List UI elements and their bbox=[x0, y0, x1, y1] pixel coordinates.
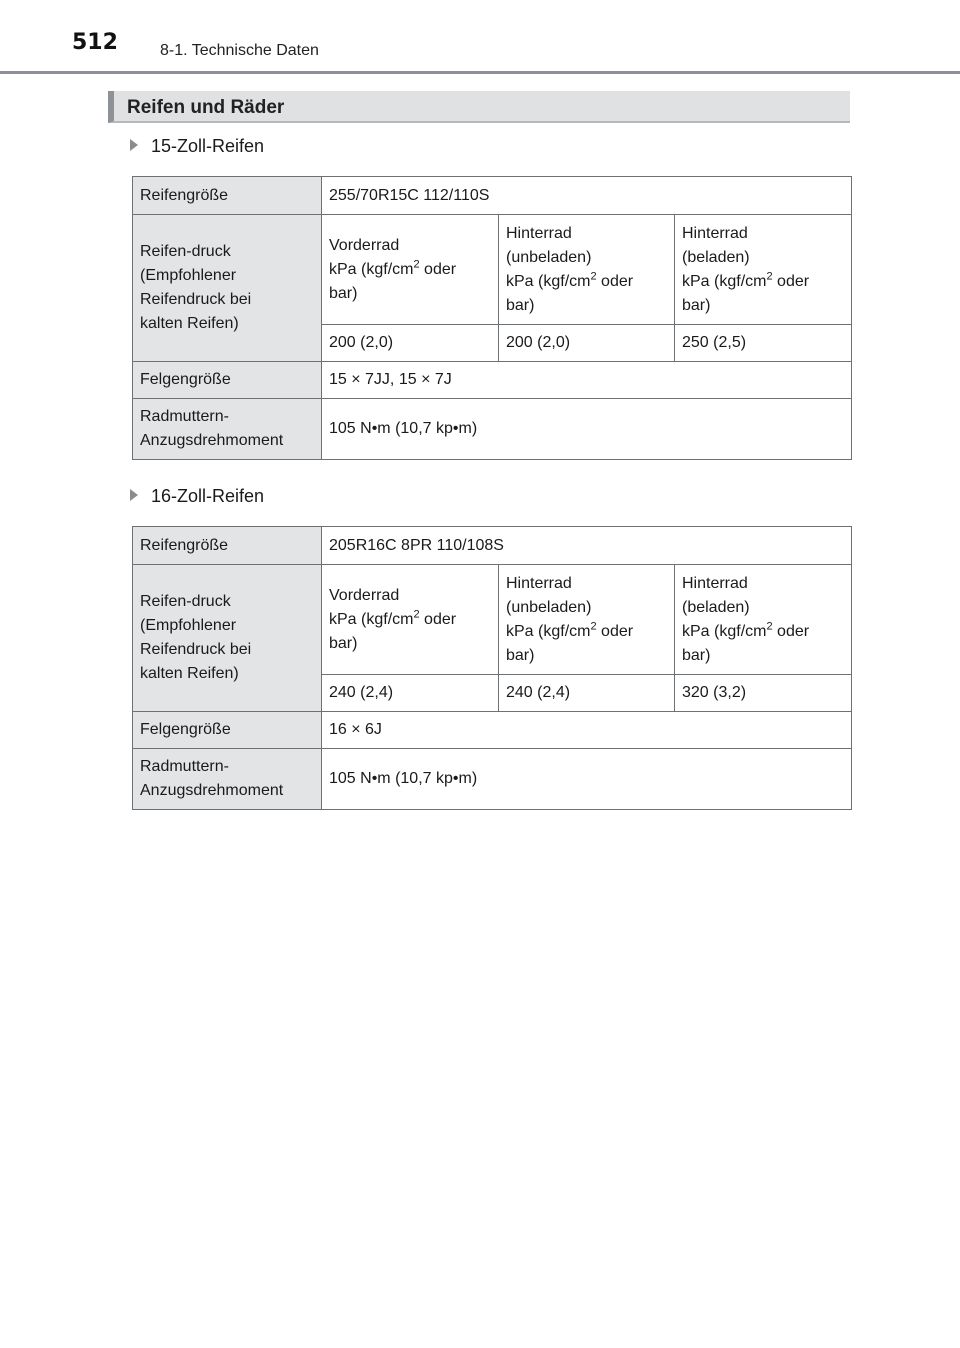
header-divider bbox=[0, 71, 960, 74]
table-row bbox=[133, 215, 852, 325]
rear-unloaded-header: Hinterrad (unbeladen) kPa ($kgf/cm^2$ oder bar) bbox=[499, 565, 675, 675]
table-row bbox=[133, 712, 852, 749]
page-number: 512 bbox=[72, 30, 118, 55]
torque-label: Radmuttern- Anzugsdrehmoment bbox=[133, 399, 322, 460]
table-row bbox=[133, 527, 852, 565]
torque-value: 105 N•m (10,7 kp•m) bbox=[322, 749, 852, 810]
chapter-title: 8-1. Technische Daten bbox=[160, 42, 319, 59]
torque-label: Radmuttern- Anzugsdrehmoment bbox=[133, 749, 322, 810]
front-pressure-value: 200 (2,0) bbox=[322, 325, 499, 362]
rear-loaded-header: Hinterrad (beladen) kPa ($kgf/cm^2$ oder bar) bbox=[675, 565, 852, 675]
section-heading bbox=[108, 91, 850, 123]
table-row bbox=[133, 565, 852, 675]
subheading-15-inch bbox=[130, 136, 264, 157]
rear-loaded-header: Hinterrad (beladen) kPa ($kgf/cm^2$ oder bar) bbox=[675, 215, 852, 325]
rear-loaded-pressure-value: 250 (2,5) bbox=[675, 325, 852, 362]
subheading-text: 15-Zoll-Reifen bbox=[151, 136, 265, 156]
pressure-label: Reifen-druck (Empfohlener Reifendruck bei kalten Reifen) bbox=[133, 565, 322, 712]
rim-size-value: 16 × 6J bbox=[322, 712, 852, 749]
section-title: Reifen und Räder bbox=[127, 97, 285, 118]
front-wheel-header: Vorderrad kPa ($kgf/cm^2$ oder bar) bbox=[322, 565, 499, 675]
tire-size-value: 255/70R15C 112/110S bbox=[322, 177, 852, 215]
table-row bbox=[133, 399, 852, 460]
front-pressure-value: 240 (2,4) bbox=[322, 675, 499, 712]
table-row bbox=[133, 749, 852, 810]
rim-size-label: Felgengröße bbox=[133, 712, 322, 749]
pressure-label: Reifen-druck (Empfohlener Reifendruck bei kalten Reifen) bbox=[133, 215, 322, 362]
table-row bbox=[133, 177, 852, 215]
rim-size-label: Felgengröße bbox=[133, 362, 322, 399]
subheading-16-inch bbox=[130, 486, 264, 507]
triangle-bullet-icon bbox=[130, 489, 138, 501]
rear-unloaded-pressure-value: 240 (2,4) bbox=[499, 675, 675, 712]
front-wheel-header: Vorderrad kPa ($kgf/cm^2$ oder bar) bbox=[322, 215, 499, 325]
subheading-text: 16-Zoll-Reifen bbox=[151, 486, 265, 506]
table-row bbox=[133, 362, 852, 399]
tire-spec-table-16-inch bbox=[132, 526, 852, 810]
rear-unloaded-pressure-value: 200 (2,0) bbox=[499, 325, 675, 362]
rear-unloaded-header: Hinterrad (unbeladen) kPa ($kgf/cm^2$ oder bar) bbox=[499, 215, 675, 325]
tire-size-label: Reifengröße bbox=[133, 177, 322, 215]
tire-spec-table-15-inch bbox=[132, 176, 852, 460]
triangle-bullet-icon bbox=[130, 139, 138, 151]
tire-size-label: Reifengröße bbox=[133, 527, 322, 565]
rear-loaded-pressure-value: 320 (3,2) bbox=[675, 675, 852, 712]
torque-value: 105 N•m (10,7 kp•m) bbox=[322, 399, 852, 460]
rim-size-value: 15 × 7JJ, 15 × 7J bbox=[322, 362, 852, 399]
tire-size-value: 205R16C 8PR 110/108S bbox=[322, 527, 852, 565]
